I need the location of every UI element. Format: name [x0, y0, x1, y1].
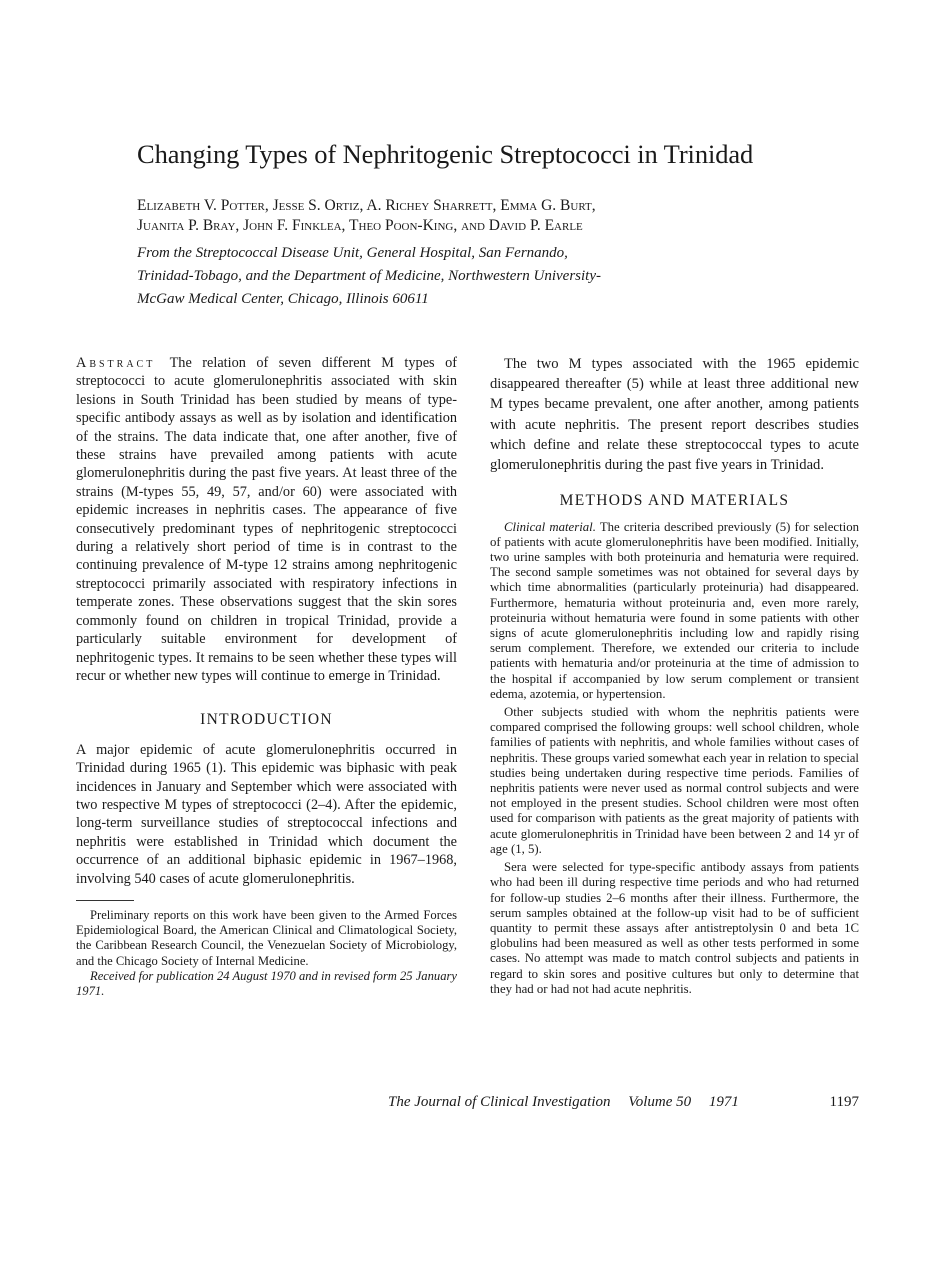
abstract-text: The relation of seven different M types of streptococci to acute glomerulonephritis associated with skin lesions in South Trinidad has been studied by means of type-specific antibody assays as well as by isolation and identification of the strains. The data indicate that, one after another, five of these strains have prevailed among patients with acute glomerulonephritis during the past five years. At least three of the strains (M-types 55, 49, 57, and/or 60) were associated with epidemic increases in nephritis cases. The appearance of five consecutively predominant types of nephritogenic streptococci during a relatively short period of time is in contrast to the continuing prevalence of M-type 12 strains among nephritogenic streptococci primarily associated with respiratory infections in temperate zones. These observations suggest that the skin sores commonly found on children in tropical Trinidad, provide a particularly suitable environment for development of nephritogenic types. It remains to be seen whether these types will recur or whether new types will continue to emerge in Trinidad. — [76, 355, 457, 684]
paper-title: Changing Types of Nephritogenic Streptococci in Trinidad — [137, 139, 754, 169]
received-date: Received for publication 24 August 1970 and in revised form 25 January 1971. — [76, 968, 457, 998]
page-footer — [388, 1094, 859, 1111]
abstract — [76, 354, 457, 685]
section-heading-introduction: INTRODUCTION — [200, 711, 333, 729]
journal-name: The Journal of Clinical Investigation — [388, 1094, 611, 1110]
right-column — [490, 354, 859, 997]
affiliation — [137, 242, 757, 311]
affiliation-line: McGaw Medical Center, Chicago, Illinois 60611 — [137, 291, 429, 307]
paragraph: Sera were selected for type-specific antibody assays from patients who had been ill during respective time periods and who had returned for follow-up studies 2–6 months after their illness. Furthermore, the serum samples obtained at the follow-up visit had to be of sufficient quantity to permit these assays after antistreptolysin 0 and beta 1C globulins had been measured as well as other tests performed in some cases. No attempt was made to match control subjects and patients in regard to skin sores and positive cultures but only to determine that they had or had not had acute nephritis. — [490, 860, 859, 996]
author-line: Juanita P. Bray, John F. Finklea, Theo Poon-King, and David P. Earle — [137, 217, 583, 234]
author-list — [137, 196, 757, 236]
section-heading-methods: METHODS AND MATERIALS — [559, 492, 790, 510]
paragraph: The two M types associated with the 1965 epidemic disappeared thereafter (5) while at least three additional new M types became prevalent, one after another, among patients with acute nephritis. The present report describes studies which define and relate these streptococcal types to acute glomerulonephritis during the past five years in Trinidad. — [490, 356, 859, 474]
footnote-text: Preliminary reports on this work have been given to the Armed Forces Epidemiological Board, the American Clinical and Climatological Society, the Caribbean Research Council, the Venezuelan Society of Microbiology, and the Chicago Society of Internal Medicine. — [76, 907, 457, 968]
page-number: 1197 — [829, 1094, 859, 1110]
subsection-heading: Clinical material. — [504, 519, 596, 534]
affiliation-line: Trinidad-Tobago, and the Department of Medicine, Northwestern University- — [137, 268, 601, 284]
left-column — [76, 354, 457, 999]
paragraph — [490, 520, 859, 702]
author-line: Elizabeth V. Potter, Jesse S. Ortiz, A. Richey Sharrett, Emma G. Burt, — [137, 197, 596, 214]
footnote-divider — [76, 900, 134, 901]
affiliation-line: From the Streptococcal Disease Unit, General Hospital, San Fernando, — [137, 245, 568, 261]
paragraph-text: The criteria described previously (5) for selection of patients with acute glomerulonephritis have been modified. Initially, two urine samples with both proteinuria and hematuria were required. The second sample sometimes was not obtained for several days by which time abnormalities (particularly proteinuria) had disappeared. Furthermore, hematuria without proteinuria and, even more rarely, proteinuria without hematuria were found in some patients with other signs of acute glomerulonephritis including low and rapidly rising serum complement. Therefore, we extended our criteria to include patients with hematuria and/or proteinuria at the time of admission to the hospital if accompanied by low serum complement or transient edema, azotemia, or hypertension. — [490, 519, 860, 701]
abstract-label: Abstract — [76, 355, 156, 371]
journal-volume: Volume 50 — [628, 1094, 692, 1110]
paragraph: A major epidemic of acute glomerulonephritis occurred in Trinidad during 1965 (1). This epidemic was biphasic with peak incidences in January and September which were associated with two respective M types of streptococci (2–4). After the epidemic, long-term surveillance studies of streptococcal infections and nephritis were established in Trinidad which document the occurrence of an additional biphasic epidemic in 1967–1968, involving 540 cases of acute glomerulonephritis. — [76, 741, 457, 887]
paragraph: Other subjects studied with whom the nephritis patients were compared comprised the following groups: well school children, whole families of patients with nephritis, and whole families without cases of nephritis. These groups varied somewhat each year in relation to special studies being undertaken during respective time periods. Families of nephritis patients were never used as normal control subjects and were not employed in the present studies. School children were most often used for comparison with patients as the great majority of patients with acute glomerulonephritis in Trinidad have been between 2 and 14 yr of age (1, 5). — [490, 705, 859, 856]
journal-year: 1971 — [708, 1094, 739, 1110]
